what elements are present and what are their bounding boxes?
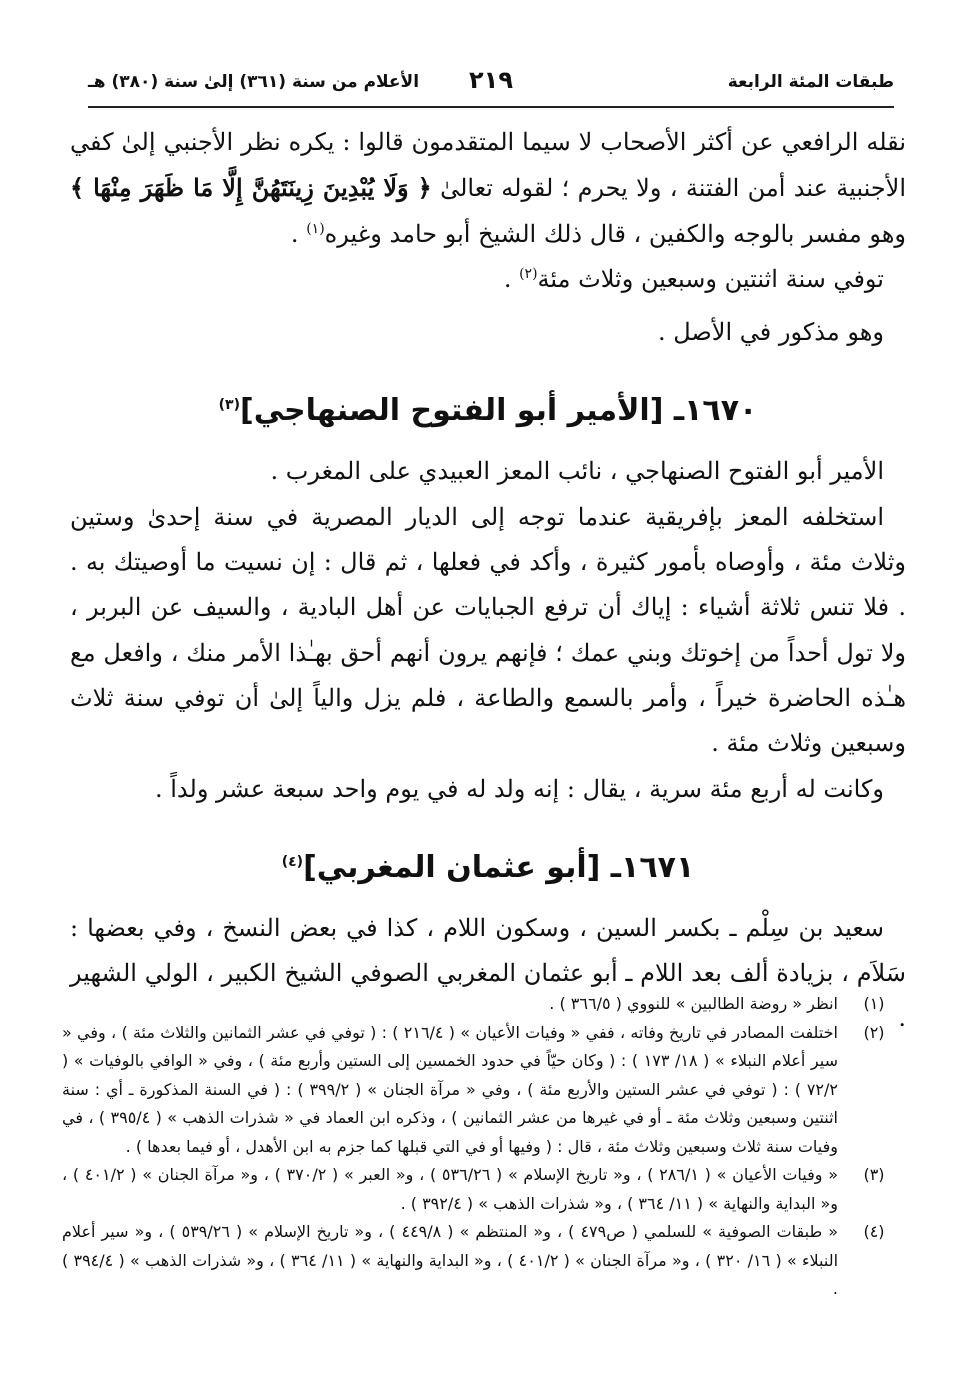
- footnote-number: (٤): [863, 1222, 885, 1241]
- footnote: [62, 990, 894, 1019]
- entry-heading: [70, 836, 906, 900]
- footnote-ref: (١): [306, 220, 325, 237]
- header-date-range: الأعلام من سنة (٣٦١) إلىٰ سنة (٣٨٠) هـ: [88, 72, 420, 92]
- page-number: ٢١٩: [469, 66, 513, 94]
- footnote-text: اختلفت المصادر في تاريخ وفاته ، ففي « وفيات الأعيان » ( ٢١٦/٤ ) : ( توفي في عشر الثمانين والثلاث مئة ) ، وفي « سير أعلام النبلاء » ( ١٨/ ١٧٣ ) : ( وكان حيّاً في حدود الخمسين إلى الستين وأربع مئة ) ، وفي « الوافي بالوفيات » ( ٧٢/٢ ) : ( توفي في عشر الستين والأربع مئة ) ، وفي « مرآة الجنان » ( ٣٩٩/٢ ) : ( في السنة المذكورة ـ أي : سنة اثنتين وسبعين وثلاث مئة ـ أو في غيرها من عشر الثمانين ) ، وذكره ابن العماد في « شذرات الذهب » ( ٣٩٥/٤ ) ، في وفيات سنة ثلاث وسبعين وثلاث مئة ، قال : ( وفيها أو في التي قبلها كما جزم به ابن الأهدل ، أو فيما بعدها ) .: [62, 1022, 838, 1156]
- paragraph-text: توفي سنة اثنتين وسبعين وثلاث مئة: [537, 264, 884, 293]
- footnote-number: (٢): [863, 1022, 885, 1042]
- header-section-title: طبقات المئة الرابعة: [727, 72, 894, 92]
- paragraph: وكانت له أربع مئة سرية ، يقال : إنه ولد له في يوم واحد سبعة عشر ولداً .: [155, 774, 884, 803]
- footnote: [62, 1218, 894, 1304]
- paragraph: توفي سنة اثنتين وسبعين وثلاث مئة$^{(٢)}$ .: [503, 264, 884, 293]
- paragraph-text: وهو مفسر بالوجه والكفين ، قال ذلك الشيخ أبو حامد وغيره: [324, 219, 906, 248]
- footnote-number: (١): [863, 994, 885, 1013]
- quran-verse: ﴿ وَلَا يُبْدِينَ زِينَتَهُنَّ إِلَّا مَا ظَهَرَ مِنْهَا ﴾: [70, 173, 432, 203]
- footnote-ref: (٤): [281, 853, 304, 870]
- paragraph: نقله الرافعي عن أكثر الأصحاب لا سيما المتقدمون قالوا : يكره نظر الأجنبي إلىٰ كفي الأجنبية عند أمن الفتنة ، ولا يحرم ؛ لقوله تعالىٰ ﴿ وَلَا يُبْدِينَ زِينَتَهُنَّ إِلَّا مَا ظَهَرَ مِنْهَا ﴾ وهو مفسر بالوجه والكفين ، قال ذلك الشيخ أبو حامد وغيره$^{(١)}$ .: [70, 128, 907, 248]
- heading-text: ١٦٧١ـ [أبو عثمان المغربي]: [303, 849, 695, 885]
- footnote: [62, 1161, 894, 1218]
- footnote-ref: (٣): [218, 397, 240, 414]
- paragraph-text: نقله الرافعي عن أكثر الأصحاب لا سيما المتقدمون قالوا : يكره نظر الأجنبي إلىٰ كفي الأجنبية عند أمن الفتنة ، ولا يحرم ؛ لقوله تعالىٰ: [70, 128, 907, 203]
- footnote-text: « وفيات الأعيان » ( ٢٨٦/١ ) ، و« تاريخ الإسلام » ( ٥٣٦/٢٦ ) ، و« العبر » ( ٣٧٠/٢ ) ، و« مرآة الجنان » ( ٤٠١/٢ ) ، و« البداية والنهاية » ( ١١/ ٣٦٤ ) ، و« شذرات الذهب » ( ٣٩٢/٤ ) .: [62, 1165, 839, 1213]
- footnote-text: « طبقات الصوفية » للسلمي ( ص٤٧٩ ) ، و« المنتظم » ( ٤٤٩/٨ ) ، و« تاريخ الإسلام » ( ٥٣٩/٢٦ ) ، و« سير أعلام النبلاء » ( ١٦/ ٣٢٠ ) ، و« مرآة الجنان » ( ٤٠١/٢ ) ، و« البداية والنهاية » ( ١١/ ٣٦٤ ) ، و« شذرات الذهب » ( ٣٩٤/٤ ) .: [62, 1222, 839, 1298]
- running-header: [88, 66, 894, 108]
- heading-text: ١٦٧٠ـ [الأمير أبو الفتوح الصنهاجي]: [239, 393, 758, 429]
- paragraph: وهو مذكور في الأصل .: [657, 318, 884, 347]
- footnote-text: انظر « روضة الطالبين » للنووي ( ٣٦٦/٥ ) .: [549, 994, 838, 1013]
- main-text: [70, 120, 906, 1042]
- footnotes: [62, 990, 894, 1304]
- footnote-number: (٣): [863, 1165, 885, 1184]
- paragraph: الأمير أبو الفتوح الصنهاجي ، نائب المعز العبيدي على المغرب .: [270, 457, 884, 486]
- footnote-ref: (٢): [519, 265, 538, 282]
- paragraph: سعيد بن سِلْم ـ بكسر السين ، وسكون اللام ، كذا في بعض النسخ ، وفي بعضها : سَلاَم ، بزيادة ألف بعد اللام ـ أبو عثمان المغربي الصوفي الشيخ الكبير ، الولي الشهير .: [70, 913, 906, 1033]
- paragraph: استخلفه المعز بإفريقية عندما توجه إلى الديار المصرية في سنة إحدىٰ وستين وثلاث مئة ، وأوصاه بأمور كثيرة ، وأكد في فعلها ، ثم قال : إن نسيت ما أوصيتك به . . فلا تنس ثلاثة أشياء : إياك أن ترفع الجبايات عن أهل البادية ، والسيف عن البربر ، ولا تول أحداً من إخوتك وبني عمك ؛ فإنهم يرون أنهم أحق بهـٰذا الأمر منك ، وافعل مع هـٰذه الحاضرة خيراً ، وأمر بالسمع والطاعة ، فلم يزل والياً إلىٰ أن توفي سنة ثلاث وسبعين وثلاث مئة .: [70, 502, 907, 758]
- entry-heading: [70, 379, 906, 443]
- footnote: [62, 1019, 894, 1162]
